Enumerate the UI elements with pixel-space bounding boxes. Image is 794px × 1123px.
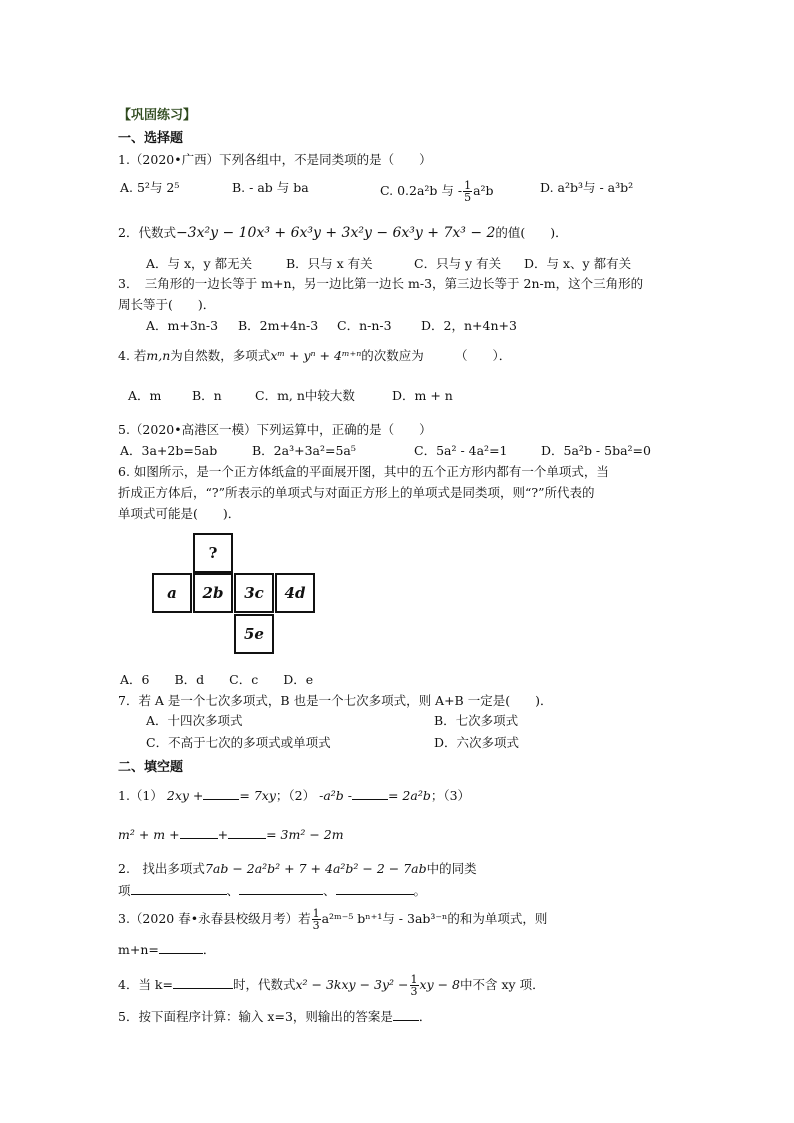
- section-title-fill: 二、填空题: [118, 760, 184, 775]
- q4-option-c: C．m, n中较大数: [255, 388, 355, 403]
- f2-blank-1[interactable]: [131, 882, 227, 895]
- net-cell-5e: 5e: [234, 614, 274, 654]
- q7-stem: 7．若 A 是一个七次多项式，B 也是一个七次多项式，则 A+B 一定是( )．: [118, 693, 553, 708]
- q3-line1: 3． 三角形的一边长等于 m+n，另一边比第一边长 m-3，第三边长等于 2n-m，这个三角形的: [118, 276, 644, 291]
- q4-stem: 4. 若m,n为自然数，多项式xᵐ + yⁿ + 4ᵐ⁺ⁿ的次数应为 （ ）．: [118, 348, 512, 363]
- f1-line1: 1.（1） 2xy + = 7xy；（2） -a²b - = 2a²b；（3）: [118, 788, 471, 803]
- f3-line2: m+n= ．: [118, 942, 216, 957]
- f2-blank-3[interactable]: [336, 882, 414, 895]
- q7-option-b: B．七次多项式: [434, 713, 519, 728]
- f5-line: 5．按下面程序计算：输入 x=3，则输出的答案是 ．: [118, 1009, 432, 1024]
- q5-option-a: A．3a+2b=5ab: [120, 443, 218, 458]
- net-cell-top: ?: [193, 533, 233, 573]
- net-cell-a: a: [152, 573, 192, 613]
- q5-option-c: C．5a² - 4a²=1: [414, 443, 508, 458]
- q4-option-b: B．n: [192, 388, 222, 403]
- f4-line: 4．当 k= 时，代数式x² − 3kxy − 3y² − $\frac{1}{3}$ xy − 8中不含 xy 项．: [118, 973, 545, 998]
- f3-line1: 3.（2020 春•永春县校级月考）若 $\frac{1}{3}$ a²ᵐ⁻⁵ bⁿ⁺¹与 - 3ab³⁻ⁿ的和为单项式，则: [118, 907, 548, 932]
- q1-option-a: A. 5²与 2⁵: [120, 180, 180, 195]
- q7-option-d: D．六次多项式: [434, 735, 520, 750]
- q7-option-c: C．不高于七次的多项式或单项式: [146, 735, 331, 750]
- f1-blank-1[interactable]: [203, 787, 239, 800]
- net-cell-4d: 4d: [275, 573, 315, 613]
- q5-stem: 5.（2020•高港区一模）下列运算中，正确的是（ ）: [118, 422, 432, 437]
- f1-line2: m² + m + + = 3m² − 2m: [118, 827, 344, 842]
- q3-option-c: C．n-n-3: [337, 318, 392, 333]
- f4-blank[interactable]: [173, 976, 233, 989]
- f5-blank[interactable]: [393, 1008, 419, 1021]
- q2-option-b: B．只与 x 有关: [286, 256, 373, 271]
- f1-blank-4[interactable]: [228, 826, 266, 839]
- q3-option-a: A．m+3n-3: [146, 318, 219, 333]
- section-badge: 【巩固练习】: [118, 108, 197, 123]
- q1-option-d: D. a²b³与 - a³b²: [540, 180, 634, 195]
- q5-option-b: B．2a³+3a²=5a⁵: [252, 443, 356, 458]
- f2-line1: 2. 找出多项式7ab − 2a²b² + 7 + 4a²b² − 2 − 7ab中的同类: [118, 861, 477, 876]
- q6-line1: 6. 如图所示，是一个正方体纸盒的平面展开图，其中的五个正方形内都有一个单项式，当: [118, 464, 609, 479]
- q2-option-a: A．与 x，y 都无关: [146, 256, 253, 271]
- q4-option-a: A．m: [128, 388, 162, 403]
- q4-option-d: D．m + n: [392, 388, 453, 403]
- net-cell-3c: 3c: [234, 573, 274, 613]
- q3-line2: 周长等于( )．: [118, 297, 216, 312]
- q2-option-d: D．与 x、y 都有关: [524, 256, 632, 271]
- q1-option-b: B. - ab 与 ba: [232, 180, 309, 195]
- q3-option-d: D．2，n+4n+3: [421, 318, 517, 333]
- f3-blank[interactable]: [159, 941, 203, 954]
- q6-options: A．6 B．d C．c D．e: [120, 672, 314, 687]
- section-title-choice: 一、选择题: [118, 131, 184, 146]
- f2-line2: 项 、 、 。: [118, 883, 427, 898]
- q1-option-c: C. 0.2a²b 与 - $\frac{1}{5}$ a²b: [380, 179, 494, 204]
- q6-line3: 单项式可能是( )．: [118, 506, 241, 521]
- q6-line2: 折成正方体后，“?”所表示的单项式与对面正方形上的单项式是同类项，则“?”所代表的: [118, 485, 595, 500]
- f2-blank-2[interactable]: [239, 882, 323, 895]
- f1-blank-3[interactable]: [180, 826, 218, 839]
- f1-blank-2[interactable]: [352, 787, 388, 800]
- q2-stem: 2．代数式−3x²y − 10x³ + 6x³y + 3x²y − 6x³y + 7x³ − 2的值( )．: [118, 225, 568, 241]
- q1-stem: 1.（2020•广西）下列各组中，不是同类项的是（ ）: [118, 152, 432, 167]
- q7-option-a: A．十四次多项式: [146, 713, 243, 728]
- q5-option-d: D．5a²b - 5ba²=0: [541, 443, 651, 458]
- q2-option-c: C．只与 y 有关: [414, 256, 502, 271]
- net-cell-2b: 2b: [193, 573, 233, 613]
- q3-option-b: B．2m+4n-3: [238, 318, 319, 333]
